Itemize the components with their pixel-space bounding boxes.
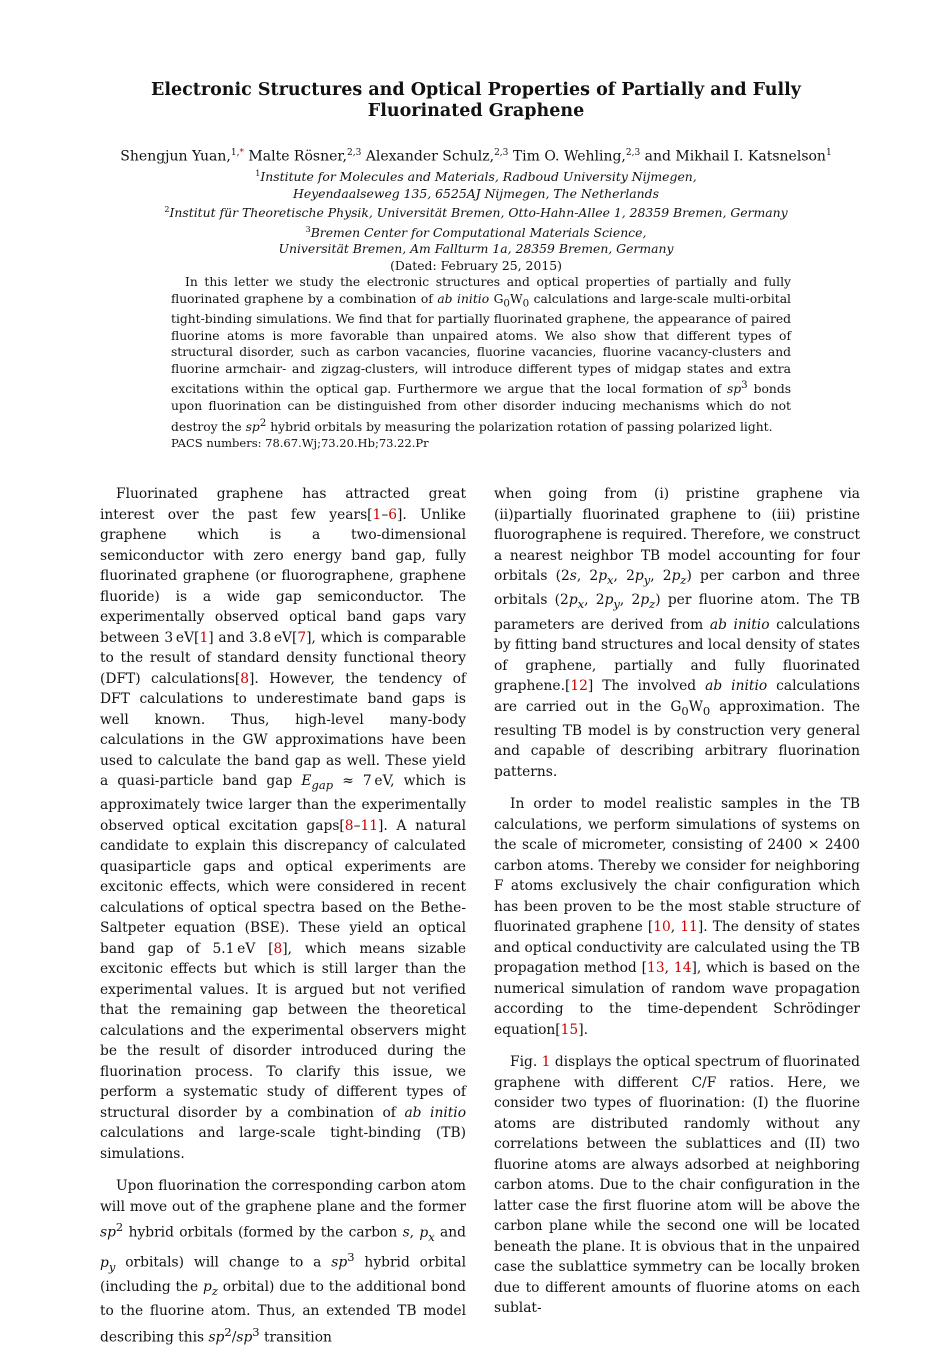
affiliation-line: $^2$Institut für Theoretische Physik, Universität Bremen, Otto-Hahn-Allee 1, 28359 Bremen, Germany — [164, 205, 788, 221]
abstract: In this letter we study the electronic structures and optical properties of partially and fully fluorinated graphene by a combination of ab initio $G_0W_0$ calculations and large-scale multi-orbital tight-binding simulations. We find that for partially fluorinated graphene, the appearance of paired fluorine atoms is more favorable than unpaired atoms. We also show that different types of structural disorder, such as carbon vacancies, fluorine vacancies, fluorine vacancy-clusters and fluorine armchair- and zigzag-clusters, will introduce different types of midgap states and extra excitations within the optical gap. Furthermore we argue that the local formation of $sp^3$ bonds upon fluorination can be distinguished from other disorder inducing mechanisms which do not destroy the $sp^2$ hybrid orbitals by measuring the polarization rotation of passing polarized light. — [171, 275, 792, 434]
footnote-star-link[interactable]: * — [239, 148, 244, 158]
affiliation-line: $^1$Institute for Molecules and Materials, Radboud University Nijmegen, — [255, 169, 697, 185]
paragraph: Upon fluorination the corresponding carbon atom will move out of the graphene plane and the former $sp^2$ hybrid orbitals (formed by the carbon s, $p_x$ and $p_y$ orbitals) will change to a $sp^3$ hybrid orbital (including the $p_z$ orbital) due to the additional bond to the fluorine atom. Thus, an extended TB model describing this $sp^2/sp^3$ transition — [100, 1178, 466, 1346]
citation-link[interactable]: 15 — [560, 1021, 579, 1038]
citation-link[interactable]: 11 — [360, 817, 379, 834]
affiliation-line: Heyendaalseweg 135, 6525AJ Nijmegen, The Netherlands — [293, 185, 659, 201]
citation-link[interactable]: 8 — [240, 670, 249, 687]
left-column — [100, 484, 466, 1360]
date-line: (Dated: February 25, 2015) — [390, 257, 562, 273]
figure-link[interactable]: 1 — [541, 1054, 551, 1071]
citation-link[interactable]: 13 — [647, 960, 665, 977]
affiliation-line: $^3$Bremen Center for Computational Materials Science, — [305, 224, 647, 240]
citation-link[interactable]: 6 — [388, 506, 398, 523]
citation-link[interactable]: 11 — [680, 919, 698, 936]
citation-link[interactable]: 8 — [344, 817, 354, 834]
citation-link[interactable]: 1 — [199, 629, 209, 646]
paragraph: when going from (i) pristine graphene via (ii)partially fluorinated graphene to (iii) pristine fluorographene is required. Therefore, we construct a nearest neighbor TB model accounting for four orbitals (2s, $2p_x$, $2p_y$, $2p_z$) per carbon and three orbitals ($2p_x$, $2p_y$, $2p_z$) per fluorine atom. The TB parameters are derived from ab initio calculations by fitting band structures and local density of states of graphene, partially and fully fluorinated graphene.[12] The involved ab initio calculations are carried out in the $G_0W_0$ approximation. The resulting TB model is by construction very general and capable of describing arbitrary fluorination patterns. — [494, 486, 861, 780]
citation-link[interactable]: 1 — [372, 506, 382, 523]
author-list: Shengjun Yuan,$^{1,*}$ Malte Rösner,$^{2,3}$ Alexander Schulz,$^{2,3}$ Tim O. Wehling,$^{2,3}$ and Mikhail I. Katsnelson$^1$ — [120, 148, 832, 165]
paper-title: Electronic Structures and Optical Properties of Partially and Fully Fluorinated Graphene — [151, 80, 801, 121]
affiliations — [80, 166, 872, 274]
citation-link[interactable]: 14 — [673, 960, 692, 977]
paragraph: In order to model realistic samples in the TB calculations, we perform simulations of systems on the scale of micrometer, consisting of 2400 × 2400 carbon atoms. Thereby we consider for neighboring F atoms exclusively the chair configuration which has been proven to be the most stable structure of fluorinated graphene [10, 11]. The density of states and optical conductivity are calculated using the TB propagation method [13, 14], which is based on the numerical simulation of random wave propagation according to the time-dependent Schrödinger equation[15]. — [494, 796, 860, 1038]
citation-link[interactable]: 8 — [273, 940, 283, 957]
paragraph: Fluorinated graphene has attracted great interest over the past few years[1–6]. Unlike graphene which is a two-dimensional semiconductor with zero energy band gap, fully fluorinated graphene (or fluorographene, graphene fluoride) is a wide gap semiconductor. The experimentally observed optical band gaps vary between 3 eV[1] and 3.8 eV[7], which is comparable to the result of standard density functional theory (DFT) calculations[8]. However, the tendency of DFT calculations to underestimate band gaps is well known. Thus, high-level many-body calculations in the GW approximations have been used to calculate the band gap as well. These yield a quasi-particle band gap $E_{gap} \approx 7$ eV, which is approximately twice larger than the experimentally observed optical excitation gaps[8–11]. A natural candidate to explain this discrepancy of calculated quasiparticle gaps and optical experiments are excitonic effects, which were considered in recent calculations of optical spectra based on the Bethe-Saltpeter equation (BSE). These yield an optical band gap of 5.1 eV [8], which means sizable excitonic effects but which is still larger than the experimental values. It is argued but not verified that the remaining gap between the theoretical calculations and the experimental observers might be the result of disorder introduced during the fluorination process. To clarify this issue, we perform a systematic study of different types of structural disorder by a combination of ab initio calculations and large-scale tight-binding (TB) simulations. — [100, 486, 467, 1162]
pacs-numbers: PACS numbers: 78.67.Wj;73.20.Hb;73.22.Pr — [171, 436, 429, 450]
affiliation-line: Universität Bremen, Am Fallturm 1a, 28359 Bremen, Germany — [278, 241, 674, 257]
right-column — [494, 484, 860, 1331]
citation-link[interactable]: 12 — [570, 678, 588, 694]
paragraph: Fig. 1 displays the optical spectrum of fluorinated graphene with different C/F ratios. Here, we consider two types of fluorination: (I) the fluorine atoms are distributed randomly without any correlations between the sublattices and (II) two fluorine atoms are always adsorbed at neighboring carbon atoms. Due to the chair configuration in the latter case the first fluorine atom will be above the carbon plane while the second one will be located beneath the plane. It is obvious that in the unpaired case the sublattice symmetry can be locally broken due to different amounts of fluorine atoms on each sublat- — [494, 1054, 860, 1317]
citation-link[interactable]: 10 — [653, 919, 671, 936]
citation-link[interactable]: 7 — [297, 629, 307, 646]
